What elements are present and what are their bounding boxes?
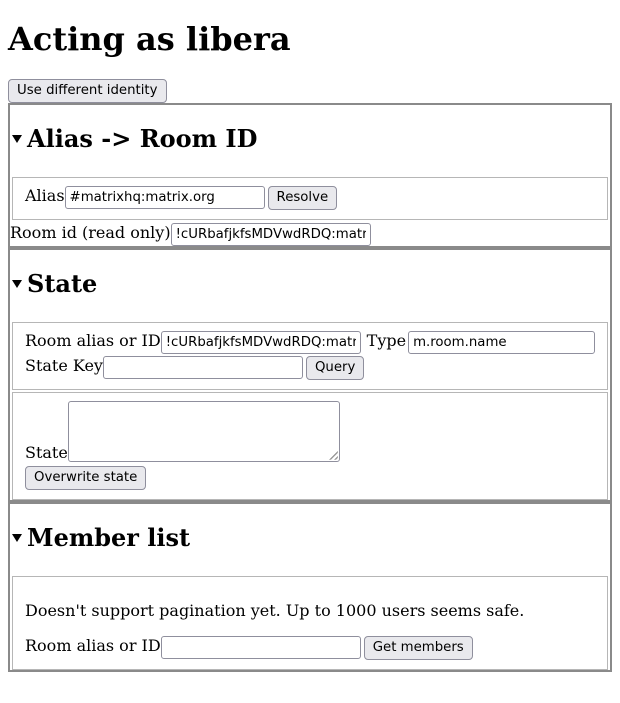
state-edit-fieldset xyxy=(12,392,608,500)
use-different-identity-button[interactable]: Use different identity xyxy=(8,79,167,103)
state-section-summary[interactable] xyxy=(10,250,610,322)
room-id-label: Room id (read only) xyxy=(10,222,171,242)
alias-fieldset xyxy=(12,177,608,220)
state-key-input[interactable] xyxy=(103,356,303,379)
state-query-fieldset xyxy=(12,322,608,390)
alias-input[interactable] xyxy=(65,186,265,209)
state-section xyxy=(8,248,612,502)
member-list-summary[interactable] xyxy=(10,504,610,576)
member-room-label: Room alias or ID xyxy=(25,635,161,655)
get-members-button[interactable]: Get members xyxy=(364,636,473,660)
member-list-fieldset xyxy=(12,576,608,670)
alias-section-heading: Alias -> Room ID xyxy=(27,123,258,153)
alias-label: Alias xyxy=(25,185,65,205)
state-room-input[interactable] xyxy=(161,331,361,354)
state-room-label: Room alias or ID xyxy=(25,330,161,350)
type-input[interactable] xyxy=(408,331,595,354)
alias-section-summary[interactable] xyxy=(10,105,610,177)
state-key-label: State Key xyxy=(25,355,103,375)
member-list-section xyxy=(8,502,612,672)
query-button[interactable]: Query xyxy=(306,356,364,380)
pagination-note: Doesn't support pagination yet. Up to 1000 users seems safe. xyxy=(25,600,525,620)
disclosure-triangle-icon xyxy=(12,135,22,143)
overwrite-state-button[interactable]: Overwrite state xyxy=(25,466,146,490)
alias-section xyxy=(8,103,612,248)
room-id-output[interactable] xyxy=(171,223,371,246)
page-title: Acting as libera xyxy=(8,20,291,58)
member-list-heading: Member list xyxy=(27,522,191,552)
state-label: State xyxy=(25,442,68,462)
resolve-button[interactable]: Resolve xyxy=(268,186,338,210)
member-room-input[interactable] xyxy=(161,636,361,659)
type-label: Type xyxy=(366,330,407,350)
disclosure-triangle-icon xyxy=(12,280,22,288)
disclosure-triangle-icon xyxy=(12,534,22,542)
state-section-heading: State xyxy=(27,268,98,298)
state-textarea[interactable] xyxy=(68,401,340,462)
